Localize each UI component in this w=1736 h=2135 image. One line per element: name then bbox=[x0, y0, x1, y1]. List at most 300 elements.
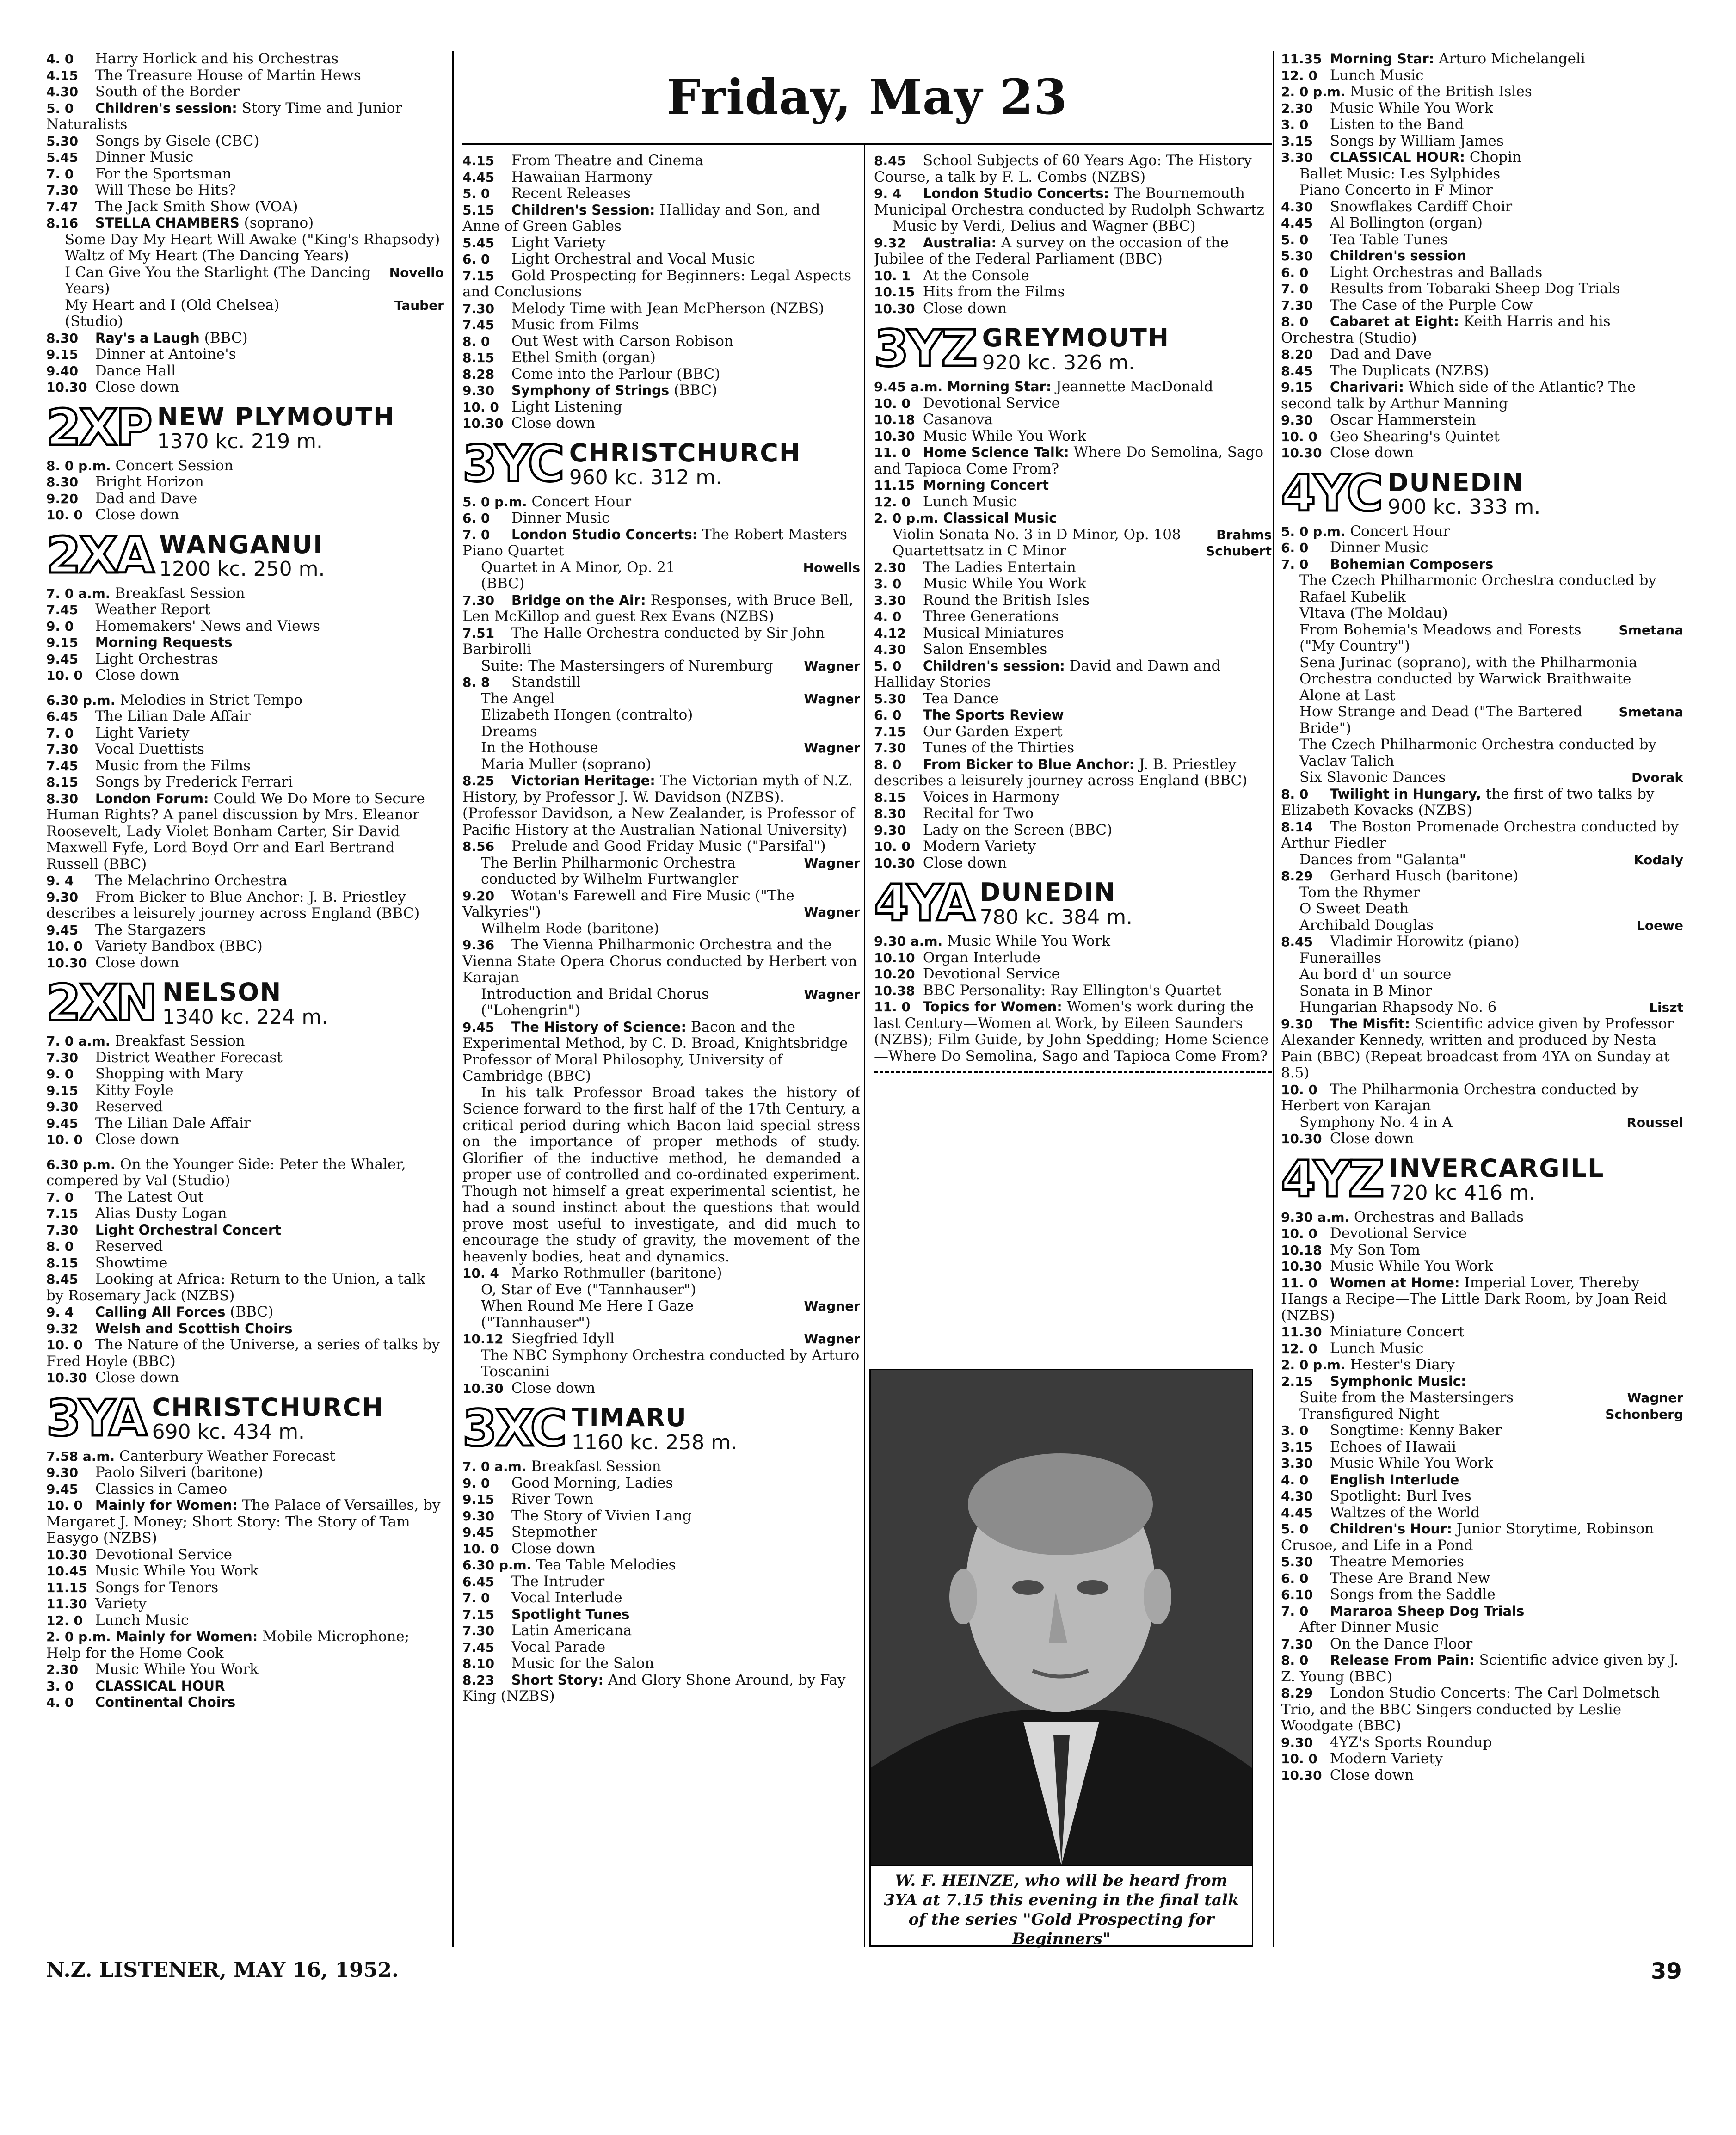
programme-text: Salon Ensembles bbox=[923, 641, 1047, 658]
programme-time: 4.30 bbox=[1281, 1489, 1313, 1504]
programme-entry bbox=[1281, 445, 1683, 461]
programme-time: 8. 0 bbox=[462, 333, 490, 349]
programme-entry bbox=[46, 938, 444, 955]
programme-heading: Women at Home: bbox=[1330, 1274, 1460, 1291]
programme-entry bbox=[46, 1481, 444, 1498]
programme-heading: London Studio Concerts: bbox=[511, 526, 698, 542]
programme-detail bbox=[874, 543, 1272, 560]
programme-entry bbox=[462, 235, 860, 252]
programme-time: 5.45 bbox=[46, 150, 79, 165]
programme-text: Songs by Gisele (CBC) bbox=[95, 132, 259, 149]
programme-heading: Children's session: bbox=[923, 658, 1065, 674]
programme-entry bbox=[46, 1678, 444, 1695]
programme-entry bbox=[46, 149, 444, 166]
programme-text: Music from the Films bbox=[95, 757, 251, 774]
programme-text: Echoes of Hawaii bbox=[1330, 1438, 1456, 1455]
column-2 bbox=[462, 153, 860, 2033]
programme-detail bbox=[1281, 182, 1683, 199]
programme-text: My Son Tom bbox=[1330, 1241, 1421, 1258]
programme-time: 9. 4 bbox=[46, 873, 74, 888]
programme-time: 7.51 bbox=[462, 625, 495, 641]
programme-entry bbox=[462, 1541, 860, 1557]
programme-entry bbox=[462, 1639, 860, 1656]
programme-entry bbox=[1281, 1488, 1683, 1505]
publication-footer: N.Z. LISTENER, MAY 16, 1952. bbox=[46, 1958, 399, 1982]
programme-time: 10.30 bbox=[1281, 1131, 1322, 1146]
programme-time: 9.40 bbox=[46, 363, 79, 379]
programme-detail bbox=[1281, 769, 1683, 786]
programme-detail bbox=[1281, 605, 1683, 622]
programme-detail bbox=[462, 921, 860, 937]
programme-text: Geo Shearing's Quintet bbox=[1330, 428, 1500, 445]
programme-detail bbox=[874, 527, 1272, 543]
programme-heading: Mararoa Sheep Dog Trials bbox=[1330, 1603, 1525, 1619]
programme-text: A survey on the occasion of the Jubilee of the Federal Parliament (BBC) bbox=[874, 234, 1229, 267]
programme-detail bbox=[1281, 166, 1683, 183]
detail-text: The Czech Philharmonic Orchestra conducted by Vaclav Talich bbox=[1299, 736, 1656, 769]
detail-text: Maria Muller (soprano) bbox=[481, 756, 652, 773]
programme-entry bbox=[1281, 1209, 1683, 1226]
programme-text: Spotlight: Burl Ives bbox=[1330, 1488, 1471, 1504]
station-header bbox=[46, 399, 444, 457]
programme-entry bbox=[874, 494, 1272, 511]
programme-text: Dance Hall bbox=[95, 362, 176, 379]
programme-heading: CLASSICAL HOUR: bbox=[1330, 149, 1465, 165]
programme-entry bbox=[462, 592, 860, 625]
programme-time: 2.30 bbox=[46, 1662, 79, 1677]
programme-time: 6.45 bbox=[462, 1574, 495, 1589]
programme-entry bbox=[46, 725, 444, 742]
programme-text: (BBC) bbox=[199, 329, 248, 346]
station-call-sign: 4YC bbox=[1281, 464, 1381, 523]
detail-text: The Berlin Philharmonic Orchestra conducted by Wilhelm Furtwangler bbox=[481, 854, 739, 887]
programme-heading: London Forum: bbox=[95, 790, 209, 806]
programme-entry bbox=[874, 658, 1272, 691]
programme-text: Gerhard Husch (baritone) bbox=[1330, 868, 1519, 884]
programme-text: At the Console bbox=[923, 267, 1029, 284]
programme-entry bbox=[46, 667, 444, 684]
programme-heading: Ray's a Laugh bbox=[95, 330, 200, 346]
programme-text: Alias Dusty Logan bbox=[95, 1205, 227, 1222]
programme-entry bbox=[1281, 346, 1683, 363]
programme-time: 8.45 bbox=[1281, 934, 1313, 949]
programme-entry bbox=[46, 458, 444, 474]
programme-text: Songs by William James bbox=[1330, 132, 1504, 149]
programme-time: 7. 0 a.m. bbox=[46, 1034, 111, 1049]
programme-time: 2. 0 p.m. bbox=[1281, 1357, 1346, 1372]
programme-detail bbox=[874, 218, 1272, 235]
programme-text: Songs by Frederick Ferrari bbox=[95, 774, 293, 790]
programme-text: Where Do Semolina, Sago and Tapioca Come From? bbox=[874, 444, 1264, 477]
station-frequency: 690 kc. 434 m. bbox=[152, 1420, 305, 1444]
programme-text: Tea Table Tunes bbox=[1330, 231, 1448, 248]
composer-name: Howells bbox=[803, 560, 860, 575]
programme-entry bbox=[462, 1524, 860, 1541]
programme-time: 8.45 bbox=[874, 153, 906, 168]
programme-entry bbox=[46, 133, 444, 150]
programme-time: 11. 0 bbox=[874, 445, 911, 460]
station-call-sign: 2XN bbox=[46, 974, 156, 1032]
programme-time: 7. 0 a.m. bbox=[46, 585, 111, 601]
column-3 bbox=[874, 153, 1272, 1358]
programme-text: (BBC) bbox=[225, 1304, 274, 1320]
programme-time: 9.30 bbox=[46, 889, 79, 905]
programme-entry bbox=[46, 1612, 444, 1629]
programme-time: 7.30 bbox=[46, 742, 79, 757]
programme-heading: Bohemian Composers bbox=[1330, 556, 1494, 572]
programme-detail bbox=[462, 1298, 860, 1331]
programme-entry bbox=[46, 1083, 444, 1099]
programme-detail bbox=[46, 232, 444, 248]
programme-text: Halliday and Son, and Anne of Green Gables bbox=[462, 201, 820, 234]
programme-detail bbox=[462, 1347, 860, 1380]
programme-entry bbox=[462, 301, 860, 317]
programme-time: 10. 0 bbox=[46, 1337, 83, 1353]
programme-text: For the Sportsman bbox=[95, 165, 232, 182]
station-frequency: 960 kc. 312 m. bbox=[569, 466, 722, 490]
station-frequency: 1370 kc. 219 m. bbox=[157, 430, 323, 454]
programme-entry bbox=[46, 474, 444, 491]
programme-entry bbox=[462, 1491, 860, 1508]
programme-text: Voices in Harmony bbox=[923, 788, 1060, 806]
programme-text: Chopin bbox=[1465, 149, 1521, 166]
programme-detail bbox=[462, 740, 860, 757]
programme-entry bbox=[46, 1066, 444, 1083]
programme-entry bbox=[1281, 1258, 1683, 1275]
programme-time: 2.15 bbox=[1281, 1373, 1313, 1389]
programme-entry bbox=[874, 822, 1272, 839]
programme-text: Prelude and Good Friday Music ("Parsifal") bbox=[511, 838, 826, 855]
programme-heading: Welsh and Scottish Choirs bbox=[95, 1320, 293, 1336]
station-info bbox=[157, 403, 395, 453]
programme-detail bbox=[1281, 966, 1683, 983]
programme-text: Tunes of the Thirties bbox=[923, 739, 1075, 756]
programme-time: 6.30 p.m. bbox=[46, 692, 116, 708]
programme-detail bbox=[1281, 688, 1683, 704]
programme-time: 10.20 bbox=[874, 966, 915, 982]
programme-time: 8.30 bbox=[874, 806, 906, 821]
programme-text: Songtime: Kenny Baker bbox=[1330, 1422, 1502, 1439]
programme-detail bbox=[1281, 901, 1683, 917]
programme-text: Stepmother bbox=[511, 1524, 597, 1540]
programme-text: Dad and Dave bbox=[95, 490, 197, 507]
programme-time: 8.25 bbox=[462, 773, 495, 788]
detail-text: Alone at Last bbox=[1299, 687, 1396, 704]
programme-entry bbox=[1281, 1570, 1683, 1587]
programme-text: The Bournemouth Municipal Orchestra conducted by Rudolph Schwartz bbox=[874, 185, 1264, 218]
programme-entry bbox=[874, 284, 1272, 301]
programme-text: Close down bbox=[923, 854, 1007, 871]
programme-text: Light Orchestras bbox=[95, 650, 218, 667]
composer-name: Dvorak bbox=[1631, 770, 1683, 785]
programme-time: 7.30 bbox=[462, 1623, 495, 1638]
programme-text: Devotional Service bbox=[923, 966, 1060, 982]
programme-time: 6.30 p.m. bbox=[462, 1557, 532, 1573]
programme-text: Reserved bbox=[95, 1098, 163, 1115]
programme-time: 8. 0 bbox=[874, 757, 902, 772]
programme-text: Siegfried Idyll bbox=[511, 1330, 615, 1347]
programme-time: 5.30 bbox=[46, 133, 79, 149]
programme-detail bbox=[1281, 999, 1683, 1016]
programme-heading: Morning Concert bbox=[923, 477, 1049, 493]
composer-name: Wagner bbox=[804, 1298, 860, 1314]
composer-name: Wagner bbox=[804, 855, 860, 871]
programme-time: 5. 0 bbox=[46, 100, 74, 116]
programme-text: The Duplicats (NZBS) bbox=[1330, 362, 1490, 379]
programme-text: School Subjects of 60 Years Ago: The History Course, a talk by F. L. Combs (NZBS) bbox=[874, 153, 1252, 185]
programme-entry bbox=[46, 1238, 444, 1255]
programme-detail bbox=[1281, 1114, 1683, 1131]
programme-entry bbox=[874, 933, 1272, 950]
programme-entry bbox=[1281, 1341, 1683, 1357]
programme-time: 2. 0 p.m. bbox=[1281, 84, 1346, 99]
programme-time: 7.45 bbox=[46, 758, 79, 774]
programme-entry bbox=[874, 625, 1272, 642]
composer-name: Wagner bbox=[804, 658, 860, 674]
title-rule bbox=[462, 143, 1272, 145]
programme-time: 10.30 bbox=[462, 416, 504, 431]
programme-time: 7. 0 bbox=[462, 1590, 490, 1606]
programme-entry bbox=[1281, 133, 1683, 150]
programme-entry bbox=[874, 806, 1272, 822]
programme-text: And Glory Shone Around, by Fay King (NZBS) bbox=[462, 1671, 846, 1704]
programme-entry bbox=[1281, 1554, 1683, 1570]
station-header bbox=[1281, 464, 1683, 523]
programme-text: (soprano) bbox=[239, 215, 314, 231]
column-1 bbox=[46, 51, 444, 2033]
detail-text: Au bord d' un source bbox=[1299, 966, 1452, 983]
photo-box bbox=[869, 1369, 1253, 1947]
detail-text: Elizabeth Hongen (contralto) bbox=[481, 707, 693, 723]
programme-text: Devotional Service bbox=[923, 394, 1060, 412]
station-header bbox=[46, 1389, 444, 1447]
detail-text: Archibald Douglas bbox=[1299, 917, 1434, 934]
programme-text: Light Variety bbox=[511, 234, 606, 251]
station-header bbox=[874, 874, 1272, 932]
programme-text: Light Orchestras and Ballads bbox=[1330, 264, 1543, 281]
programme-time: 11.15 bbox=[46, 1580, 87, 1595]
programme-text: Mobile Microphone; Help for the Home Cook bbox=[46, 1628, 410, 1661]
programme-time: 9. 0 bbox=[46, 1066, 74, 1082]
detail-text: Dreams bbox=[481, 723, 537, 740]
programme-text: (BBC) bbox=[669, 382, 718, 399]
programme-detail bbox=[1281, 622, 1683, 655]
programme-entry bbox=[874, 855, 1272, 872]
programme-time: 6. 0 bbox=[874, 708, 902, 723]
programme-text: South of the Border bbox=[95, 83, 240, 100]
programme-time: 4. 0 bbox=[874, 609, 902, 624]
detail-text: I Can Give You the Starlight (The Dancing Years) bbox=[65, 264, 371, 297]
station-city: TIMARU bbox=[571, 1403, 687, 1433]
programme-time: 8.45 bbox=[46, 1272, 79, 1287]
programme-text: Modern Variety bbox=[1330, 1750, 1443, 1767]
programme-entry bbox=[46, 1580, 444, 1596]
programme-text: Casanova bbox=[923, 411, 993, 428]
programme-text: The Victorian myth of N.Z. History, by Professor J. W. Davidson (NZBS). (Professor Davidson, a New Zealander, is Professor of Pacific History at the Australian National University) bbox=[462, 772, 855, 838]
programme-entry bbox=[1281, 523, 1683, 540]
programme-time: 11.30 bbox=[46, 1596, 87, 1612]
programme-time: 10.15 bbox=[874, 284, 915, 300]
programme-text: Musical Miniatures bbox=[923, 624, 1064, 641]
programme-entry bbox=[46, 708, 444, 725]
programme-time: 9. 4 bbox=[46, 1304, 74, 1320]
programme-time: 10. 0 bbox=[46, 939, 83, 954]
programme-time: 2.30 bbox=[874, 560, 906, 575]
programme-text: Recent Releases bbox=[511, 185, 631, 202]
programme-text: Variety bbox=[95, 1595, 147, 1612]
programme-time: 10. 0 bbox=[462, 399, 499, 415]
programme-time: 8. 0 bbox=[1281, 786, 1309, 802]
programme-entry bbox=[46, 889, 444, 922]
programme-time: 4.15 bbox=[462, 153, 495, 168]
programme-time: 7.47 bbox=[46, 199, 79, 215]
programme-time: 9.45 bbox=[46, 1481, 79, 1497]
station-city: GREYMOUTH bbox=[982, 323, 1170, 353]
programme-time: 8. 8 bbox=[462, 675, 490, 690]
detail-text: Quartettsatz in C Minor bbox=[893, 542, 1066, 559]
programme-entry bbox=[1281, 232, 1683, 248]
programme-text: Dad and Dave bbox=[1330, 346, 1432, 363]
programme-detail bbox=[1281, 737, 1683, 769]
composer-name: Novello bbox=[389, 265, 444, 280]
programme-time: 3. 0 bbox=[874, 576, 902, 591]
station-call-sign: 4YZ bbox=[1281, 1150, 1383, 1208]
programme-text: Our Garden Expert bbox=[923, 723, 1063, 740]
programme-time: 9.15 bbox=[46, 635, 79, 650]
programme-time: 4. 0 bbox=[46, 51, 74, 67]
programme-text: Oscar Hammerstein bbox=[1330, 412, 1476, 428]
programme-time: 9.45 bbox=[462, 1019, 495, 1035]
programme-text: The Halle Orchestra conducted by Sir John Barbirolli bbox=[462, 624, 825, 658]
programme-entry bbox=[46, 585, 444, 602]
programme-time: 8.28 bbox=[462, 366, 495, 382]
station-city: DUNEDIN bbox=[1387, 468, 1524, 497]
programme-text: Songs from the Saddle bbox=[1330, 1586, 1496, 1603]
programme-text: Light Listening bbox=[511, 398, 622, 415]
programme-entry bbox=[1281, 540, 1683, 556]
programme-entry bbox=[462, 527, 860, 560]
programme-time: 11. 0 bbox=[874, 999, 911, 1015]
programme-text: Al Bollington (organ) bbox=[1330, 215, 1483, 231]
programme-text: The Treasure House of Martin Hews bbox=[95, 67, 361, 84]
programme-entry bbox=[46, 1563, 444, 1580]
programme-entry bbox=[1281, 1767, 1683, 1784]
programme-text: Breakfast Session bbox=[115, 585, 245, 602]
programme-entry bbox=[1281, 1082, 1683, 1114]
programme-time: 8.15 bbox=[462, 350, 495, 365]
programme-time: 10.38 bbox=[874, 983, 915, 998]
programme-time: 9.30 a.m. bbox=[874, 934, 943, 949]
programme-time: 3.30 bbox=[1281, 1456, 1313, 1471]
detail-text: After Dinner Music bbox=[1299, 1619, 1439, 1636]
station-city: CHRISTCHURCH bbox=[152, 1392, 384, 1422]
programme-text: Orchestras and Ballads bbox=[1354, 1208, 1524, 1225]
programme-entry bbox=[874, 412, 1272, 428]
programme-entry bbox=[1281, 1751, 1683, 1767]
programme-time: 7.30 bbox=[1281, 297, 1313, 313]
programme-text: Jeannette MacDonald bbox=[1051, 378, 1213, 395]
programme-text: Close down bbox=[511, 1379, 596, 1397]
programme-time: 6. 0 bbox=[1281, 265, 1309, 280]
programme-text: The Lilian Dale Affair bbox=[95, 1114, 251, 1132]
programme-heading: The Sports Review bbox=[923, 707, 1064, 723]
programme-text: Vladimir Horowitz (piano) bbox=[1330, 933, 1520, 950]
programme-time: 8.30 bbox=[46, 791, 79, 806]
programme-entry bbox=[46, 774, 444, 791]
programme-text: Breakfast Session bbox=[115, 1033, 245, 1049]
programme-entry bbox=[46, 758, 444, 775]
programme-time: 8.15 bbox=[874, 789, 906, 805]
detail-text: Quartet in A Minor, Op. 21 bbox=[481, 559, 675, 576]
programme-entry bbox=[1281, 1521, 1683, 1554]
programme-heading: STELLA CHAMBERS bbox=[95, 215, 240, 231]
detail-text: Ballet Music: Les Sylphides bbox=[1299, 165, 1501, 182]
programme-text: The Vienna Philharmonic Orchestra and the Vienna State Opera Chorus conducted by Herbert von Karajan bbox=[462, 936, 857, 986]
programme-text: The Latest Out bbox=[95, 1188, 204, 1206]
programme-text: Paolo Silveri (baritone) bbox=[95, 1464, 264, 1481]
programme-text: Music for the Salon bbox=[511, 1655, 654, 1672]
programme-entry bbox=[1281, 429, 1683, 445]
programme-entry bbox=[874, 641, 1272, 658]
programme-text: Arturo Michelangeli bbox=[1434, 51, 1585, 67]
programme-text: The Melachrino Orchestra bbox=[95, 872, 288, 889]
programme-text: J. B. Priestley describes a leisurely journey across England (BBC) bbox=[874, 756, 1248, 789]
programme-time: 8.15 bbox=[46, 775, 79, 790]
programme-text: Results from Tobaraki Sheep Dog Trials bbox=[1330, 280, 1620, 297]
station-info bbox=[162, 978, 328, 1028]
programme-time: 5. 0 bbox=[1281, 232, 1309, 247]
programme-detail bbox=[1281, 1390, 1683, 1406]
programme-entry bbox=[1281, 1373, 1683, 1390]
programme-entry bbox=[46, 651, 444, 668]
programme-text: Bacon and the Experimental Method, by C. D. Broad, Knightsbridge Professor of Moral Philosophy, University of Cambridge (BBC) bbox=[462, 1018, 848, 1084]
detail-text: The NBC Symphony Orchestra conducted by Arturo Toscanini bbox=[481, 1347, 860, 1380]
programme-heading: London Studio Concerts: bbox=[923, 185, 1109, 201]
programme-time: 9.36 bbox=[462, 937, 495, 953]
programme-entry bbox=[46, 634, 444, 651]
programme-time: 9.30 bbox=[46, 1465, 79, 1480]
programme-detail bbox=[1281, 1619, 1683, 1636]
programme-text: Close down bbox=[95, 379, 179, 395]
programme-entry bbox=[46, 1370, 444, 1386]
programme-time: 8.15 bbox=[46, 1255, 79, 1271]
programme-entry bbox=[462, 251, 860, 268]
programme-heading: Australia: bbox=[923, 234, 997, 251]
programme-entry bbox=[1281, 199, 1683, 215]
programme-entry bbox=[46, 379, 444, 396]
programme-text: Imperial Lover, Thereby Hangs a Recipe—The Little Dark Room, by Joan Reid (NZBS) bbox=[1281, 1274, 1667, 1324]
programme-entry bbox=[46, 68, 444, 84]
programme-entry bbox=[462, 333, 860, 350]
programme-heading: CLASSICAL HOUR bbox=[95, 1678, 225, 1694]
programme-text: Light Orchestral and Vocal Music bbox=[511, 251, 755, 267]
programme-entry bbox=[874, 301, 1272, 317]
programme-text: Lunch Music bbox=[923, 493, 1017, 510]
programme-text: Tea Table Melodies bbox=[536, 1557, 676, 1573]
programme-entry bbox=[462, 1019, 860, 1085]
programme-text: Which side of the Atlantic? The second talk by Arthur Manning bbox=[1281, 379, 1636, 412]
programme-entry bbox=[462, 1380, 860, 1397]
programme-entry bbox=[1281, 1652, 1683, 1685]
programme-text: The Ladies Entertain bbox=[923, 559, 1076, 576]
programme-entry bbox=[874, 592, 1272, 609]
programme-entry bbox=[1281, 314, 1683, 346]
programme-time: 6.45 bbox=[46, 709, 79, 724]
programme-entry bbox=[1281, 281, 1683, 297]
programme-text: Music While You Work bbox=[923, 427, 1086, 444]
programme-text: Lunch Music bbox=[1330, 1340, 1424, 1357]
programme-time: 7. 0 bbox=[46, 1189, 74, 1205]
